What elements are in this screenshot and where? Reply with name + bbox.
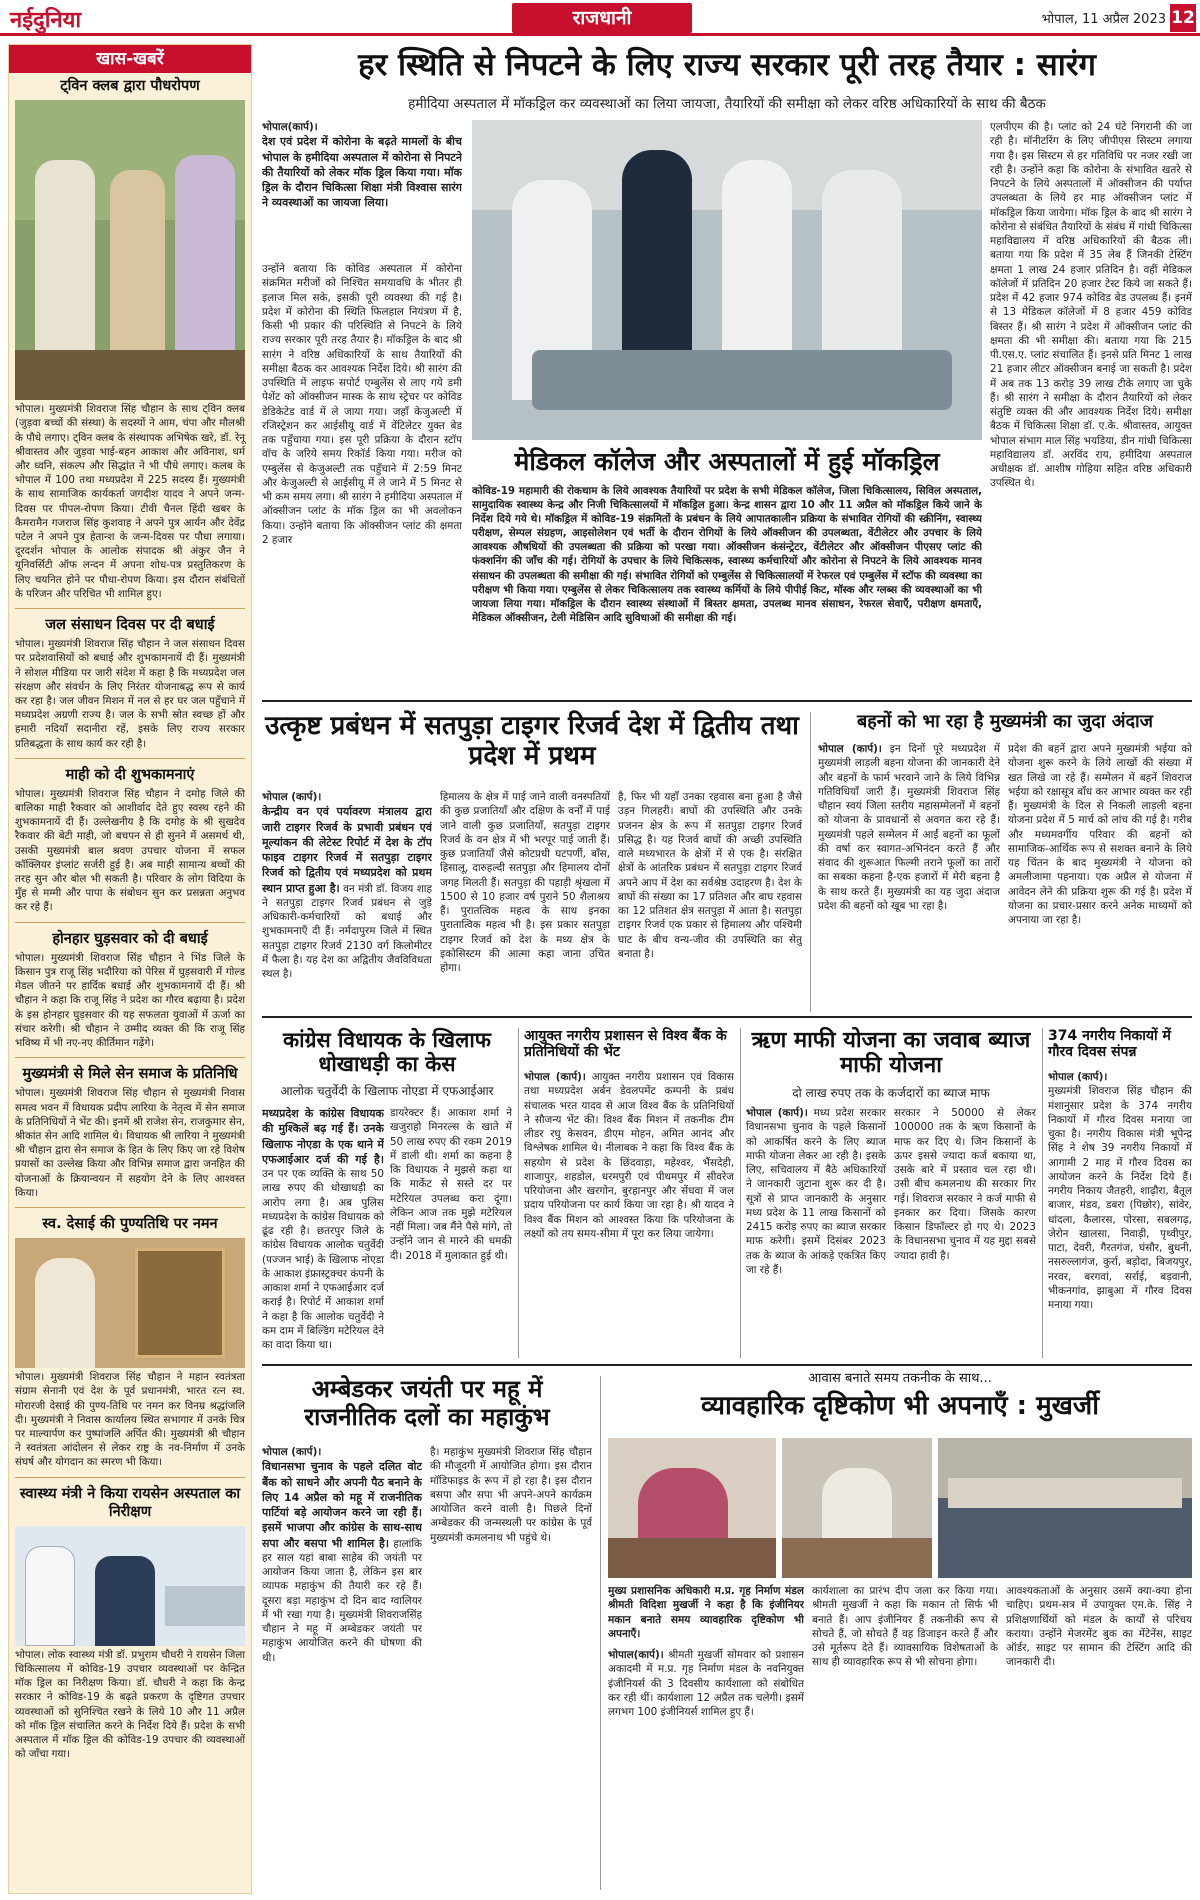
column-divider [600, 1376, 601, 1890]
masthead [0, 0, 1200, 36]
congress-lead: मध्यप्रदेश के कांग्रेस विधायक की मुश्किलें बढ़ गई हैं। उनके खिलाफ नोएडा के एक थाने में एफआईआर दर्ज की गई है। [262, 1107, 384, 1166]
mukherjee-kicker: आवास बनाते समय तकनीक के साथ... [808, 1371, 992, 1386]
page-number: 12 [1170, 4, 1196, 32]
brief-title: स्वास्थ्य मंत्री ने किया रायसेन अस्पताल का निरीक्षण [19, 1485, 241, 1520]
sisters-column-2: प्रदेश की बहनें द्वारा अपने मुख्यमंत्री भईया को योजना शुरू करने के लिये लाखों की संख्या में खत लिखे जा रहे हैं। सम्मेलन में बहनें शिवराज भईया को रक्षासूत्र बाँध कर आभार व्यक्त कर रही हैं। मुख्यमंत्री के दिल से निकली लाड़ली बहना योजना प्रदेश में 5 मार्च को लांच की गई है। गरीब और मध्यमवर्गीय परिवार की बहनों को सामाजिक-आर्थिक रूप से सशक्त बनाने के लिये यह चिंतन के बाद मुख्यमंत्री ने योजना को अमलीजामा पहनाया। एक अप्रैल से योजना में आवेदन लेने की प्रक्रिया शुरू की गई है। प्रदेश में योजना का प्रचार-प्रसार करने अनेक माध्यमों को अपनाया जा रहा है। [1008, 743, 1192, 926]
section-label: राजधानी [512, 3, 692, 33]
brief-body: भोपाल। मुख्यमंत्री शिवराज सिंह चौहान ने महान स्वतंत्रता संग्राम सेनानी एवं देश के पूर्व प्रधानमंत्री, भारत रत्न स्व. मोरारजी देसाई की पुण्य-तिथि पर नमन कर विनम्र श्रद्धांजलि दी। मुख्यमंत्री ने निवास कार्यालय स्थित सभागार में उनके चित्र पर माल्यार्पण कर पुष्पांजलि अर्पित की। मुख्यमंत्री श्री चौहान ने स्वतंत्रता आंदोलन से लेकर राष्ट्र के नव-निर्माण में उनके संघर्ष और योगदान का स्मरण भी किया। [15, 1371, 245, 1469]
column-divider [1042, 1028, 1043, 1358]
ambedkar-lead: विधानसभा चुनाव के पहले दलित वोट बैंक को साधने और अपनी पैठ बनाने के लिए 14 अप्रैल को महू में राजनीतिक पार्टियां बड़े आयोजन करने जा रही हैं। इसमें भाजपा और कांग्रेस के साथ-साथ सपा और बसपा भी शामिल है। [262, 1460, 422, 1550]
dateline: भोपाल (कार्प)। [818, 743, 882, 755]
bank-headline: आयुक्त नगरीय प्रशासन से विश्व बैंक के प्रतिनिधियों की भेंट [524, 1028, 727, 1061]
mukherjee-headline: व्यावहारिक दृष्टिकोण भी अपनाएँ : मुखर्जी [701, 1391, 1099, 1421]
ambedkar-col1-text: हालांकि हर साल यहां बाबा साहेब की जयंती पर आयोजन किया जाता है, लेकिन इस बार व्यापक महाकुंभ की तैयारी कर रहे हैं। दूसरा बड़ा महाकुंभ दो दिन बाद ग्वालियर में भी रखा गया है। मुख्यमंत्री शिवराजसिंह चौहान ने महू में अम्बेडकर जयंती पर महाकुंभ आयोजित करने की घोषणा की थी। [262, 1537, 422, 1664]
tree-planting-photo [15, 100, 245, 400]
divider [15, 608, 245, 609]
mock-drill-photo [472, 120, 982, 440]
divider [15, 922, 245, 923]
tiger-column-1 [262, 790, 432, 1010]
lead-column-1: उन्होंने बताया कि कोविड अस्पताल में कोरोना संक्रमित मरीजों को निश्चित समयावधि के भीतर ही इलाज मिल सके, इसकी पूरी व्यवस्था की गई है। प्रदेश में कोरोना की स्थिति फिलहाल नियंत्रण में है, किसी भी प्रकार की परिस्थिति से निपटने के लिये राज्य सरकार पूरी तरह तैयार है। मॉकड्रिल के बाद श्री सारंग ने वरिष्ठ अधिकारियों के साथ तैयारियों की समीक्षा बैठक कर आवश्यक निर्देश दिये। श्री सारंग की उपस्थिति में लाइफ सपोर्ट एम्बुलेंस से लाए गये डमी पेशेंट को ऑक्सीजन मास्क के साथ स्ट्रेचर पर कोविड डेडिकेटेड वार्ड में ले जाया गया। जहाँ केजुअल्टी में रजिस्ट्रेशन कर आईसीयू वार्ड में वेंटिलेटर युक्त बेड तक पहुँचाया गया। इस पूरी प्रक्रिया के दौरान स्टॉप वॉच के जरिये समय रिकॉर्ड किया गया। मरीज को एम्बुलेंस से केजुअल्टी तक पहुँचाने में 2:59 मिनट और केजुअल्टी से आईसीयू में ले जाने में 5 मिनट से भी कम समय लगा। श्री सारंग ने हमीदिया अस्पताल में ऑक्सीजन प्लांट के मॉक ड्रिल का भी अवलोकन किया। उन्होंने बताया कि ऑक्सीजन प्लांट की क्षमता 2 हजार [262, 263, 462, 546]
brief-body: भोपाल। मुख्यमंत्री शिवराज सिंह चौहान ने भिंड जिले के किसान पुत्र राजू सिंह भदौरिया को पेरिस में घुड़सवारी में गोल्ड मेडल जीतने पर हार्दिक बधाई और शुभकामनायें दी हैं। श्री चौहान ने कहा कि राजू सिंह ने प्रदेश का गौरव बढ़ाया है। प्रदेश के इस होनहार घुड़सवार की यह सफलता युवाओं में ऊर्जा का संचार करेगी। श्री चौहान ने उम्मीद व्यक्त की कि राजू सिंह भविष्य में भी नए-नए कीर्तिमान गढ़ेंगे। [15, 951, 245, 1050]
photo-caption-text: कोविड-19 महामारी की रोकथाम के लिये आवश्यक तैयारियों पर प्रदेश के सभी मेडिकल कॉलेज, जिला चिकित्सालय, सिविल अस्पताल, सामुदायिक स्वास्थ्य केन्द्र और निजी चिकित्सालयों में मॉकड्रिल हुआ। केन्द्र शासन द्वारा 10 और 11 अप्रैल को मॉकड्रिल किये जाने के निर्देश दिये गये थे। मॉकड्रिल में कोविड-19 संक्रमितों के प्रबंधन के लिये आपातकालीन प्रक्रिया के संभावित रोगियों की स्क्रीनिंग, स्वास्थ्य परीक्षण, सेम्पल संग्रहण, आइसोलेशन एवं भर्ती के दौरान रोगियों के लिये ऑक्सीजन की उपलब्धता, वेंटीलेटर और उपचार के लिये आवश्यक औषधियों की उपलब्धता की प्रक्रिया को परखा गया। ऑक्सीजन कंसंन्ट्रेटर, वेंटीलेटर और ऑक्सीजन पीएसए प्लांट की फंक्शनिंग की जाँच की गई। रोगियों के उपचार के लिये चिकित्सक, स्वास्थ्य कर्मचारियों और कोरोना से निपटने के लिये आवश्यक मानव संसाधन की उपलब्धता की समीक्षा की गई। संभावित रोगियों को एम्बुलेंस से चिकित्सालयों में रेफरल एवं एम्बुलेंस में स्टॉफ की व्यवस्था का परीक्षण भी किया गया। एम्बुलेंस से लेकर चिकित्सालय तक स्वास्थ्य कर्मियों के लिये पीपीई किट, मॉस्क और ग्लब्स की व्यवस्थाओं का भी जायजा लिया गया। मॉकड्रिल के दौरान स्वास्थ्य संस्थाओं में बिस्तर क्षमता, उपलब्ध मानव संसाधन, रेफरल सेवाएँ, परीक्षण क्षमताएँ, मेडिकल ऑक्सीजन, टेली मेडिसिन आदि सुविधाओं की समीक्षा की गई। [472, 485, 982, 624]
congress-col1-text: उन पर एक व्यक्ति के साथ 50 लाख रुपए की धोखाधड़ी का आरोप लगा है। अब पुलिस मध्यप्रदेश के कांग्रेस विधायक को ढूंढ रही है। छतरपुर जिले के कांग्रेस विधायक आलोक चतुर्वेदी (पज्जन भाई) के खिलाफ नोएडा के आकाश इंफ्रास्ट्रक्चर कंपनी के आकाश शर्मा ने एफआईआर दर्ज कराई है। रिपोर्ट में आकाश शर्मा ने कहा है कि आलोक चतुर्वेदी ने कम दाम में बिल्डिंग मटेरियल देने का वादा किया था। [262, 1168, 384, 1351]
column-divider [740, 1028, 741, 1358]
brief-body: भोपाल। मुख्यमंत्री शिवराज सिंह चौहान ने जल संसाधन दिवस पर प्रदेशवासियों को बधाई और शुभकामनायें दी हैं। मुख्यमंत्री ने सोशल मीडिया पर जारी संदेश में कहा है कि मध्यप्रदेश जल संरक्षण और संवर्धन के लिए निरंतर योजनाबद्ध रूप से कार्य कर रहा है। जल जीवन मिशन में नल से हर घर जल पहुँचाने में मध्यप्रदेश अग्रणी राज्य है। जल के सभी स्रोत स्वच्छ हों और हमारी नदियाँ सदानीरा रहें, इसके लिए राज्य सरकार प्रतिबद्धता के साथ कार्य कर रही है। [15, 638, 245, 750]
brief-title: ट्विन क्लब द्वारा पौधरोपण [60, 78, 200, 94]
sidebar-briefs [8, 44, 252, 1894]
sisters-col1-text: इन दिनों पूरे मध्यप्रदेश में मुख्यमंत्री लाड़ली बहना योजना की जानकारी देने और बहनों के फार्म भरवाने जाने के लिये विभिन्न गतिविधियाँ जारी हैं। मुख्यमंत्री शिवराज सिंह चौहान स्वयं जिला स्तरीय महासम्मेलनों में बहनों को योजना के प्रावधानों से अवगत करा रहे हैं। मुख्यमंत्री पहले सम्मेलन में आईं बहनों का फूलों की वर्षा कर स्वागत-अभिनंदन करते हैं और संवाद की शुरूआत फिल्मी तराने फूलों का तारों का सबका कहना है-एक हजारों में मेरी बहना है के साथ करते हैं। मुख्यमंत्री का यह जुदा अंदाज प्रदेश की बहनों को खूब भा रहा है। [818, 743, 1000, 912]
nagar-body [1048, 1070, 1192, 1356]
tiger-lead: केन्द्रीय वन एवं पर्यावरण मंत्रालय द्वारा जारी टाइगर रिजर्व के प्रभावी प्रबंधन एवं मूल्यांकन की लेटेस्ट रिपोर्ट में देश के टॉप फाइव टाइगर रिजर्व में सतपुड़ा टाइगर रिजर्व को द्वितीय एवं मध्यप्रदेश को प्रथम स्थान प्राप्त हुआ है। [262, 805, 432, 895]
nagar-text: मुख्यमंत्री शिवराज सिंह चौहान की मंशानुसार प्रदेश के 374 नगरीय निकायों में गौरव दिवस मनाया जा चुका है। नगरीय विकास मंत्री भूपेन्द्र सिंह ने शेष 39 नगरीय निकायों में आगामी 2 माह में गौरव दिवस का आयोजन करने के निर्देश दिये हैं। नगरीय निकाय जैतहरी, शाढ़ौरा, बैतूल बाजार, मंडव, डबरा (पिछोर), सांवेर, धांदला, कैलारस, पोरसा, सबलगढ़, जेरोन खालसा, निवाड़ी, पृथ्वीपुर, पाटा, देवरी, गैरतगंज, घंसौर, बुधनी, नसरुल्लागंज, कुर्रा, बड़ोदा, बिजयपुर, नरवर, बरगवां, सर्राई, बड़वानी, भीकनगांव, झाबुआ में गौरव दिवस मनाया गया। [1048, 1085, 1192, 1311]
brief-title: माही को दी शुभकामनाएं [65, 766, 195, 783]
dateline: भोपाल (कार्प)। [262, 1446, 322, 1458]
newspaper-logo: नईदुनिया [10, 7, 82, 33]
tiger-col1-text: वन मंत्री डॉ. विजय शाह ने सतपुड़ा टाइगर रिजर्व प्रबंधन से जुड़े अधिकारी-कर्मचारियों को बधाई और शुभकामनाएँ दी हैं। नर्मदापुरम जिले में स्थित सतपुड़ा टाइगर रिजर्व 2130 वर्ग किलोमीटर में फैला है। यह देश का अद्वितीय जैवविविधता स्थल है। [262, 882, 432, 980]
lead-column-2: एलपीएम की है। प्लांट को 24 घंटे निगरानी की जा रही है। मॉनीटरिंग के लिए जीपीएस सिस्टम लगाया गया है। इस सिस्टम से हर गतिविधि पर नजर रखी जा रही है। उन्होंने कहा कि कोरोना के संभावित खतरे से निपटने के लिये अस्पतालों में ऑक्सीजन की पर्याप्त उपलब्धता के लिये हर माह ऑक्सीजन प्लांट में मॉकड्रिल किया जायेगा। मॉक ड्रिल के बाद श्री सारंग ने कोरोना से संबंधित तैयारियों के संबंध में गांधी चिकित्सा महाविद्यालय में वरिष्ठ अधिकारियों की बैठक ली। बताया गया कि प्रदेश में 35 लेब हैं जिनकी टेस्टिंग क्षमता 1 लाख 24 हजार प्रतिदिन है। वहीं मेडिकल कॉलेजों में प्रतिदिन 20 हजार टेस्ट किये जा सकते हैं। प्रदेश में 42 हजार 974 कोविड बेड उपलब्ध हैं। इनमें से 13 मेडिकल कॉलेजों में 8 हजार 459 कोविड बिस्तर हैं। श्री सारंग ने प्रदेश में ऑक्सीजन प्लांट की क्षमता की भी समीक्षा की। बताया गया कि 215 पी.एस.ए. प्लांट संचालित हैं। इनसे प्रति मिनट 1 लाख 21 हजार लीटर ऑक्सीजन बनाई जा सकती है। प्रदेश में अब तक 13 करोड़ 39 लाख टीके लगाए जा चुके हैं। श्री सारंग ने समीक्षा के दौरान तैयारियों को लेकर संतुष्टि व्यक्त की और आवश्यक निर्देश दिये। समीक्षा बैठक में चिकित्सा शिक्षा डॉ. ए.के. श्रीवास्तव, आयुक्त भोपाल संभाग माल सिंह भयडिया, डीन गांधी चिकित्सा महाविद्यालय डॉ. अरविंद राय, हमीदिया अस्पताल अधीक्षक डॉ. आशीष गोहिया सहित वरिष्ठ अधिकारी उपस्थित थे। [990, 121, 1192, 490]
divider [15, 1477, 245, 1478]
mukherjee-column-2: कार्यशाला का प्रारंभ दीप जला कर किया गया। श्रीमती मुखर्जी ने कहा कि मकान तो सिर्फ भी बनाते हैं। आप इंजीनियर हैं तकनीकी रूप से सोचते हैं, जो सोचते हैं वह डिजाइन करते हैं और उसे मूर्तरूप देते हैं। व्यावसायिक विशेषताओं के साथ ही व्यावहारिक रूप से भी सोचना होगा। [812, 1585, 998, 1669]
lead-deck: हमीदिया अस्पताल में मॉकड्रिल कर व्यवस्थाओं का लिया जायजा, तैयारियों की समीक्षा को लेकर वरिष्ठ अधिकारियों के साथ की बैठक [408, 96, 1046, 112]
dateline: भोपाल (कार्प)। [262, 791, 322, 803]
section-rule [262, 700, 1192, 702]
congress-headline: कांग्रेस विधायक के खिलाफ धोखाधड़ी का केस [283, 1028, 491, 1077]
brief-title: मुख्यमंत्री से मिले सेन समाज के प्रतिनिधि [22, 1066, 238, 1083]
nagar-headline: 374 नगरीय निकायों में गौरव दिवस संपन्न [1048, 1028, 1171, 1061]
ambedkar-column-2: है। महाकुंभ मुख्यमंत्री शिवराज सिंह चौहान की मौजूदगी में आयोजित होगा। इस दौरान मॉडिफाइड के रूप में हो रहा है। इस दौरान बसपा और सपा भी अपने-अपने कार्यक्रम आयोजित करने वाली है। पिछले दिनों अम्बेडकर की जन्मस्थली पर कांग्रेस के पूर्व मुख्यमंत्री कमलनाथ भी पहुंचे थे। [430, 1446, 592, 1544]
loan-headline: ऋण माफी योजना का जवाब ब्याज माफी योजना [751, 1028, 1031, 1079]
divider [15, 1057, 245, 1058]
divider [15, 758, 245, 759]
brief-title: स्व. देसाई की पुण्यतिथि पर नमन [42, 1215, 218, 1232]
congress-deck: आलोक चतुर्वेदी के खिलाफ नोएडा में एफआईआर [280, 1084, 494, 1098]
sisters-headline: बहनों को भा रहा है मुख्यमंत्री का जुदा अंदाज [856, 711, 1154, 732]
brief-body: भोपाल। मुख्यमंत्री शिवराज सिंह चौहान से मुख्यमंत्री निवास समत्व भवन में विधायक प्रदीप लारिया के नेतृत्व में सेन समाज के प्रतिनिधियों ने भेंट की। इनमें श्री राजेश सेन, राजकुमार सेन, श्रीकांत सेन आदि शामिल थे। विधायक श्री लारिया ने मुख्यमंत्री श्री चौहान द्वारा सेन समाज के हित के लिए किए जा रहे विशेष प्रयासों का उल्लेख किया और विभिन्न समाज द्वारा जनहित की योजनाओं के क्रियान्वयन में सहयोग देने के लिए आश्वस्त किया। [15, 1087, 245, 1199]
sisters-column-1 [818, 742, 1000, 1010]
brief-body: भोपाल। मुख्यमंत्री शिवराज सिंह चौहान ने दमोह जिले की बालिका माही रैकवार को आशीर्वाद देते हुए स्वस्थ रहने की शुभकामनायें दी हैं। उल्लेखनीय है कि दमोह के श्री सुखदेव रैकवार की बेटी माही, जो बचपन से ही सुनने में असमर्थ थी, उसकी मुख्यमंत्री बाल श्रवण उपचार योजना में सफल कॉक्लियर इंप्लांट सर्जरी हुई है। अब माही सामान्य बच्चों की तरह सुन और बोल भी सकती है। परिवार के लोग विदिया के मुँह से मम्मी और पापा के संबोधन सुन कर प्रसन्नता अनुभव कर रहे हैं। [15, 787, 245, 914]
divider [15, 1207, 245, 1208]
mukherjee-caption: मुख्य प्रशासनिक अधिकारी म.प्र. गृह निर्माण मंडल श्रीमती विदिशा मुखर्जी ने कहा है कि इंजीनियर मकान बनाते समय व्यावहारिक दृष्टिकोण भी अपनाएँ। [608, 1585, 804, 1641]
loan-column-1 [746, 1106, 886, 1356]
dateline: भोपाल (कार्प)। [1048, 1071, 1108, 1083]
tiger-column-3: है, फिर भी यहाँ उनका रहवास बना हुआ है जैसे उड़न गिलहरी। बाघों की उपस्थिति और उनके प्रजनन क्षेत्र के रूप में सतपुड़ा टाइगर रिजर्व प्रसिद्ध है। यह रिजर्व बाघों की अच्छी उपस्थिति वाले मध्यभारत के क्षेत्रों में से एक है। संरक्षित क्षेत्रों के आंतरिक प्रबंधन में सतपुड़ा टाइगर रिजर्व अपने आप में देश का सर्वश्रेष्ठ उदाहरण है। देश के बाघों की संख्या का 17 प्रतिशत और बाघ रहवास का 12 प्रतिशत क्षेत्र सतपुड़ा में आता है। सतपुड़ा टाइगर रिजर्व एक प्रकार से हिमालय और पश्चिमी घाट के बीच वन्य-जीव की उपस्थिति का सेतु बनाता है। [618, 791, 802, 960]
dateline: भोपाल(कार्प)। [262, 121, 318, 133]
loan-deck: दो लाख रुपए तक के कर्जदारों का ब्याज माफ [792, 1086, 990, 1100]
sidebar-header: खास-खबरें [9, 45, 251, 73]
tiger-headline: उत्कृष्ट प्रबंधन में सतपुड़ा टाइगर रिजर्व देश में द्वितीय तथा प्रदेश में प्रथम [265, 711, 799, 771]
mukherjee-col1-text: श्रीमती मुखर्जी सोमवार को प्रशासन अकादमी में म.प्र. गृह निर्माण मंडल के नवनियुक्त इंजीनियर्स की 3 दिवसीय कार्यशाला को संबोधित कर रही थीं। कार्यशाला 12 अप्रैल तक चलेगी। इसमें लगभग 100 इंजीनियर्स शामिल हुए हैं। [608, 1649, 804, 1718]
page-date: भोपाल, 11 अप्रैल 2023 [1041, 12, 1166, 27]
photo-caption-headline: मेडिकल कॉलेज और अस्पतालों में हुई मॉकड्रिल [514, 447, 940, 476]
column-divider [518, 1028, 519, 1358]
lead-intro [262, 120, 462, 260]
dateline: भोपाल (कार्प)। [746, 1107, 808, 1119]
congress-column-1 [262, 1106, 384, 1356]
loan-column-2: सरकार ने 50000 से लेकर 100000 तक के ऋण किसानों के माफ कर दिए थे। जिन किसानों के ऊपर इससे ज्यादा कर्ज बकाया था, उसके बारे में प्रस्ताव चल रहा थी। उसी बीच कमलनाथ की सरकार गिर गई। शिवराज सरकार ने कर्ज माफी से इनकार कर दिया। जिसके कारण किसान डिफॉल्टर हो गए थे। 2023 के विधानसभा चुनाव में यह मुद्दा सबसे ज्यादा हावी है। [894, 1107, 1036, 1262]
workshop-photo-3 [938, 1438, 1192, 1578]
brief-title: जल संसाधन दिवस पर दी बधाई [45, 616, 215, 633]
dateline: भोपाल(कार्प)। [608, 1649, 664, 1661]
mukherjee-column-3: आवश्यकताओं के अनुसार उसमें क्या-क्या होना चाहिए। प्रथम-सत्र में उपायुक्त एम.के. सिंह ने प्रशिक्षणार्थियों को मंडल के कार्यों से परिचय कराया। उन्होंने मेजरमेंट बुक का मेंटेनेंस, साइट ऑर्डर, साइट पर सामान की टेस्टिंग आदि की जानकारी दी। [1006, 1585, 1192, 1669]
dateline: भोपाल (कार्प)। [524, 1071, 586, 1083]
congress-column-2: डायरेक्टर हैं। आकाश शर्मा ने खजुराहो मिनरल्स के खाते में 50 लाख रुपए की रकम 2019 में डाली थी। शर्मा का कहना है कि विधायक ने मुझसे कहा था कि मार्केट से सस्ते दर पर मटेरियल उपलब्ध करा दूंगा। लेकिन आज तक मुझे मटेरियल नहीं मिला। जब मैंने पैसे मांगे, तो उन्होंने जान से मारने की धमकी दी। 2018 में मुलाकात हुई थी। [390, 1107, 512, 1262]
mukherjee-column-1 [608, 1648, 804, 1888]
bank-text: आयुक्त नगरीय प्रशासन एवं विकास तथा मध्यप्रदेश अर्बन डेवलपमेंट कम्पनी के प्रबंध संचालक भरत यादव से आज विश्व बैंक के प्रतिनिधियों ने सौजन्य भेंट की। विश्व बैंक मिशन में तकनीक टीम लीडर रघु केसवन, डीएम मोहन, अमित आनंद और विश्लेषक शामिल थे। नीलाबक ने कहा कि विश्व बैंक के सहयोग से प्रदेश के छिंदवाड़ा, महेश्वर, भैंसदेही, शाजापुर, शहडोल, धरमपुरी एवं पीथमपुर में सीवरेज परियोजना और खरगोन, बुरहानपुर और सेंधवा में जल प्रदाय परियोजना पर कार्य किया जा रहा है। श्री यादव ने विश्व बैंक मिशन को आश्वस्त किया कि परियोजना के लक्ष्यों को तय समय-सीमा में पूरा कर लिया जायेगा। [524, 1071, 734, 1240]
hospital-inspection-photo [15, 1526, 245, 1646]
loan-col1-text: मध्य प्रदेश सरकार विधानसभा चुनाव के पहले किसानों को आकर्षित करने के लिए ब्याज माफी योजना लेकर आ रही है। इसके लिए, सचिवालय में बैठे अधिकारियों ने जानकारी जुटाना शुरू कर दी है। सूत्रों से प्राप्त जानकारी के अनुसार मध्य प्रदेश के 11 लाख किसानों को 2415 करोड़ रुपए का ब्याज सरकार माफ करेगी। इसमें दिसंबर 2023 तक के ब्याज के आंकड़े एकत्रित किए जा रहे हैं। [746, 1107, 886, 1276]
tiger-column-2: हिमालय के क्षेत्र में पाई जाने वाली वनस्पतियों की कुछ प्रजातियाँ और दक्षिण के वर्नों में पाई जाने वाली कुछ प्रजातियाँ, सतपुड़ा टाइगर रिजर्व के वन क्षेत्र में भी भरपूर पाई जाती हैं। कुछ प्रजातियाँ जैसे कोटप्रधी घटपर्णी, बाँस, हिसालू, दारुहल्दी सतपुड़ा और हिमालय दोनों जगह मिलती हैं। सतपुड़ा की पहाड़ी श्रृंखला में 1500 से 10 हजार वर्ष पुराने 50 शैलाश्रय हैं। पुरातत्विक महत्व के साथ इनका पुरातात्विक महत्व भी है। इस प्रकार सतपुड़ा टाइगर रिजर्व को देश के मध्य क्षेत्र के इकोसिस्टम की आत्मा कहा जाना उचित होगा। [440, 791, 610, 974]
tribute-photo [15, 1238, 245, 1368]
column-divider [810, 712, 811, 1012]
section-rule [262, 1016, 1192, 1018]
lead-intro-text: देश एवं प्रदेश में कोरोना के बढ़ते मामलों के बीच भोपाल के हमीदिया अस्पताल में कोरोना से निपटने की तैयारियों को लेकर मॉक ड्रिल किया गया। मॉक ड्रिल के दौरान चिकित्सा शिक्षा मंत्री विश्वास सारंग ने व्यवस्थाओं का जायजा लिया। [262, 135, 462, 210]
section-rule [262, 1364, 1192, 1366]
lead-headline: हर स्थिति से निपटने के लिए राज्य सरकार पूरी तरह तैयार : सारंग [358, 47, 1096, 83]
brief-body: भोपाल। लोक स्वास्थ्य मंत्री डॉ. प्रभुराम चौधरी ने रायसेन जिला चिकित्सालय में कोविड-19 उपचार व्यवस्थाओं पर केन्द्रित मॉक ड्रिल का निरीक्षण किया। डॉ. चौधरी ने कहा कि केन्द्र सरकार ने कोविड-19 के बढ़ते प्रकरण के दृष्टिगत उपचार व्यवस्थाओं को सुनिश्चित रखने के लिये 10 और 11 अप्रैल को मॉक ड्रिल संचालित करने के निर्देश दिये हैं। प्रदेश के सभी अस्पताल में मॉक ड्रिल की कोविड-19 उपचार की व्यवस्थाओं को जाँचा गया। [15, 1648, 245, 1761]
workshop-photo-2 [782, 1438, 932, 1578]
brief-title: होनहार घुड़सवार को दी बधाई [52, 930, 208, 947]
workshop-photo-1 [608, 1438, 776, 1578]
bank-body [524, 1070, 734, 1356]
ambedkar-column-1 [262, 1445, 422, 1890]
ambedkar-headline: अम्बेडकर जयंती पर महू में राजनीतिक दलों का महाकुंभ [304, 1375, 550, 1431]
brief-body: भोपाल। मुख्यमंत्री शिवराज सिंह चौहान के साथ ट्विन क्लब (जुड़वा बच्चों की संस्था) के सदस्यों ने आम, चंपा और मौलश्री के पौधे लगाए। ट्विन क्लब के संस्थापक अभिषेक खरे, डॉ. रेनू श्रीवास्तव और जुड़वा भाई-बहन आकाश और अविनाश, धर्म और ध्वनि, संकल्प और सिद्धांत ने भी पौधे लगाए। कलब के भोपाल में 100 तथा मध्यप्रदेश में 225 सदस्य हैं। मुख्यमंत्री के साथ सामाजिक कार्यकर्ता जगदीश यादव ने अपने जन्म-दिवस पर पीपल-रोपण किया। टीवी चैनल हिंदी खबर के कैमरामैन गजराज सिंह कुशवाह ने अपने पुत्र आर्यन और देवेंद्र पटेल ने अपने पुत्र हेतान्श के जन्म-दिवस पर पौधा लगाया। दूरदर्शन भोपाल के आलोक संपादक श्री अंकुर जैन ने यूनिवर्सिटी ऑफ लन्दन में अपना शोध-पत्र प्रस्तुतिकरण के लिए चयनित होने पर पौधा-रोपण किया। इस दौरान संबंधितों के परिजन और परिचित भी शामिल हुए। [15, 403, 245, 600]
